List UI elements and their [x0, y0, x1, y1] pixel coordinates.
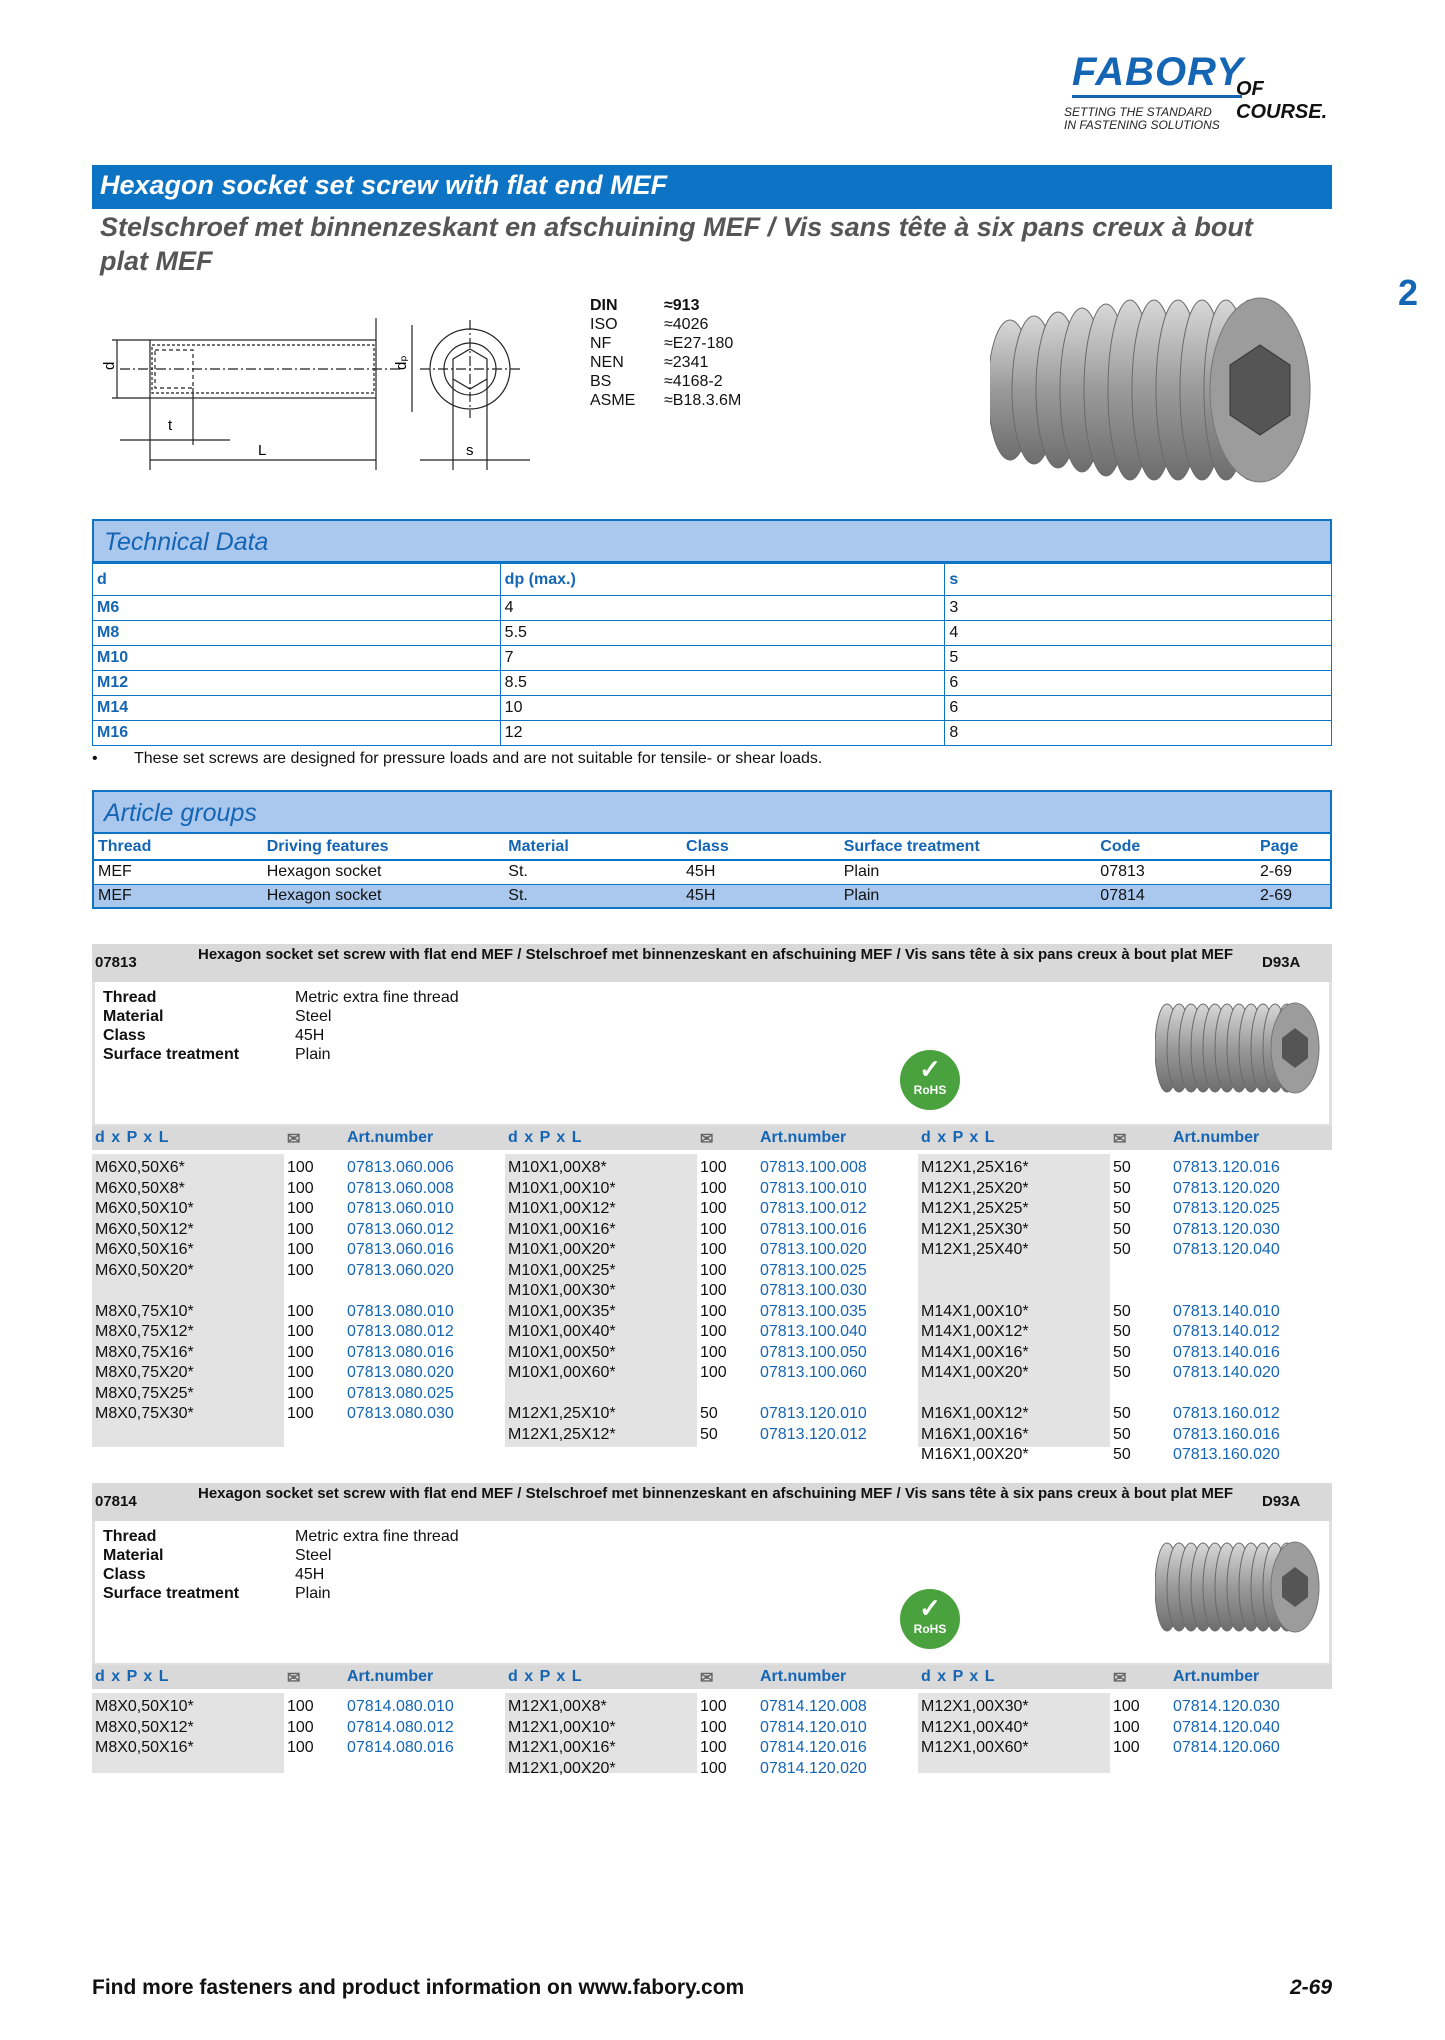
property-value: Steel	[295, 1008, 332, 1025]
rohs-label: RoHS	[913, 1083, 947, 1097]
article-number-link[interactable]: 07813.060.016	[347, 1241, 454, 1258]
quantity-cell: 100	[700, 1179, 727, 1197]
standard-value: ≈2341	[664, 354, 709, 371]
quantity-cell: 100	[287, 1220, 314, 1238]
property-name: Surface treatment	[103, 1585, 240, 1602]
quantity-cell: 100	[287, 1302, 314, 1320]
size-cell: M12X1,25X16*	[921, 1159, 1029, 1176]
size-cell: M10X1,00X16*	[508, 1220, 616, 1238]
article-number-header: Art.number	[1173, 1668, 1260, 1685]
article-cell: 07813	[1096, 860, 1256, 884]
size-cell: M10X1,00X8*	[508, 1159, 607, 1176]
size-cell: M8X0,50X16*	[95, 1739, 194, 1756]
article-number-link[interactable]: 07813.140.016	[1173, 1343, 1280, 1361]
size-cell: M12X1,25X40*	[921, 1241, 1029, 1258]
article-number-link[interactable]: 07813.080.016	[347, 1343, 454, 1361]
tech-cell: 3	[945, 596, 1332, 621]
size-cell: M10X1,00X50*	[508, 1343, 616, 1361]
tech-cell: 7	[500, 646, 945, 671]
article-groups-table	[92, 834, 1332, 909]
product-details	[92, 982, 1332, 1127]
size-cell: M8X0,75X12*	[95, 1323, 194, 1340]
quantity-cell: 100	[287, 1261, 314, 1279]
article-number-link[interactable]: 07814.120.060	[1173, 1739, 1280, 1756]
size-cell: M12X1,00X60*	[921, 1739, 1029, 1756]
set-screw-thumbnail	[1155, 998, 1325, 1108]
article-cell: MEF	[93, 860, 263, 884]
logo-suffix: OF COURSE.	[1236, 78, 1328, 123]
article-number-link[interactable]: 07813.080.020	[347, 1364, 454, 1381]
quantity-cell: 50	[1113, 1343, 1131, 1361]
quantity-cell: 100	[287, 1241, 314, 1258]
logo-tagline: SETTING THE STANDARD IN FASTENING SOLUTIONS	[1064, 105, 1220, 132]
quantity-cell: 100	[287, 1364, 314, 1381]
property-row	[103, 1026, 459, 1045]
article-number-link[interactable]: 07813.120.030	[1173, 1220, 1280, 1238]
property-value: 45H	[295, 1027, 325, 1044]
article-cell: 45H	[682, 884, 840, 908]
property-row	[103, 1546, 459, 1565]
article-number-link[interactable]: 07813.160.012	[1173, 1405, 1280, 1422]
property-name: Surface treatment	[103, 1046, 240, 1063]
size-column-header: d x P x L	[95, 1129, 170, 1146]
article-number-link[interactable]: 07813.080.025	[347, 1384, 454, 1402]
article-number-link[interactable]: 07814.120.020	[760, 1759, 867, 1777]
quantity-cell: 50	[1113, 1364, 1131, 1381]
quantity-cell: 100	[287, 1384, 314, 1402]
article-groups-heading: Article groups	[92, 790, 1332, 834]
article-number-link[interactable]: 07813.140.012	[1173, 1323, 1280, 1340]
product-properties	[103, 988, 459, 1064]
size-cell: M12X1,25X12*	[508, 1425, 616, 1443]
technical-data-table	[92, 563, 1332, 746]
product-code: 07813	[95, 954, 137, 971]
article-number-link[interactable]: 07813.100.050	[760, 1343, 867, 1361]
page-subtitle: Stelschroef met binnenzeskant en afschuining MEF / Vis sans tête à six pans creux à bout plat MEF	[100, 212, 1253, 276]
standard-value: ≈4026	[664, 316, 709, 333]
package-icon: ✉	[287, 1131, 301, 1148]
size-cell: M12X1,00X16*	[508, 1739, 616, 1756]
tech-cell: M10	[93, 646, 501, 671]
quantity-cell: 100	[700, 1364, 727, 1381]
tech-cell: 6	[945, 696, 1332, 721]
standard-row	[590, 296, 741, 315]
size-cell: M10X1,00X25*	[508, 1261, 616, 1279]
size-cell: M8X0,50X10*	[95, 1698, 194, 1715]
size-cell: M16X1,00X20*	[921, 1446, 1029, 1463]
article-number-link[interactable]: 07814.120.008	[760, 1698, 867, 1715]
size-cell: M10X1,00X30*	[508, 1282, 616, 1299]
tech-header: dp (max.)	[500, 564, 945, 596]
property-value: Steel	[295, 1547, 332, 1564]
article-header: Class	[682, 834, 840, 860]
rohs-check-icon: ✓	[919, 1593, 941, 1623]
article-header: Driving features	[263, 834, 505, 860]
standard-row	[590, 372, 741, 391]
drawing-label-L: L	[258, 442, 267, 459]
tech-cell: M14	[93, 696, 501, 721]
article-number-link[interactable]: 07814.080.010	[347, 1698, 454, 1715]
set-screw-photo	[990, 290, 1320, 490]
article-number-link[interactable]: 07813.120.020	[1173, 1179, 1280, 1197]
tech-cell: M6	[93, 596, 501, 621]
size-cell: M6X0,50X6*	[95, 1159, 185, 1176]
article-number-header: Art.number	[347, 1668, 434, 1685]
quantity-cell: 50	[1113, 1405, 1131, 1422]
standard-name: NF	[590, 335, 612, 352]
article-cell: Plain	[840, 860, 1097, 884]
technical-drawing	[100, 300, 540, 485]
quantity-cell: 50	[1113, 1446, 1131, 1463]
article-number-header: Art.number	[347, 1129, 434, 1146]
quantity-cell: 100	[287, 1718, 314, 1736]
size-cell: M16X1,00X16*	[921, 1425, 1029, 1443]
standard-name: ISO	[590, 316, 618, 333]
article-number-link[interactable]: 07813.120.016	[1173, 1159, 1280, 1176]
table-row	[93, 721, 1332, 746]
size-cell: M8X0,75X20*	[95, 1364, 194, 1381]
size-cell: M12X1,00X8*	[508, 1698, 607, 1715]
article-cell: St.	[504, 860, 682, 884]
standard-row	[590, 353, 741, 372]
size-cell: M12X1,25X20*	[921, 1179, 1029, 1197]
standard-row	[590, 391, 741, 410]
quantity-cell: 100	[1113, 1718, 1140, 1736]
article-cell: 45H	[682, 860, 840, 884]
table-row[interactable]	[93, 884, 1331, 908]
quantity-cell: 50	[1113, 1159, 1131, 1176]
drawing-label-dp: dₚ	[393, 355, 410, 370]
article-number-link[interactable]: 07813.100.016	[760, 1220, 867, 1238]
article-number-link[interactable]: 07814.120.016	[760, 1739, 867, 1756]
product-description: Hexagon socket set screw with flat end MEF / Stelschroef met binnenzeskant en afschuining MEF / Vis sans tête à six pans creux à bout plat MEF	[198, 946, 1233, 963]
quantity-cell: 100	[700, 1698, 727, 1715]
property-name: Thread	[103, 989, 157, 1006]
logo-brand: FABORY	[1072, 50, 1244, 94]
tech-header: s	[945, 564, 1332, 596]
quantity-cell: 50	[1113, 1323, 1131, 1340]
product-header	[92, 944, 1332, 982]
section-number: 2	[1398, 272, 1419, 313]
package-icon: ✉	[1113, 1670, 1127, 1687]
size-cell: M10X1,00X10*	[508, 1179, 616, 1197]
size-cell: M12X1,00X20*	[508, 1759, 616, 1777]
size-cell: M8X0,50X12*	[95, 1718, 194, 1736]
size-cell: M10X1,00X40*	[508, 1323, 616, 1340]
article-number-link[interactable]: 07813.080.010	[347, 1302, 454, 1320]
product-description: Hexagon socket set screw with flat end MEF / Stelschroef met binnenzeskant en afschuining MEF / Vis sans tête à six pans creux à bout plat MEF	[198, 1485, 1233, 1502]
size-column-header: d x P x L	[921, 1668, 996, 1685]
article-number-link[interactable]: 07813.160.016	[1173, 1425, 1280, 1443]
article-number-link[interactable]: 07813.100.012	[760, 1200, 867, 1217]
size-cell: M8X0,75X10*	[95, 1302, 194, 1320]
tech-cell: 4	[945, 621, 1332, 646]
article-number-link[interactable]: 07814.120.040	[1173, 1718, 1280, 1736]
technical-data-heading: Technical Data	[92, 519, 1332, 563]
article-number-link[interactable]: 07813.100.060	[760, 1364, 867, 1381]
standard-name: NEN	[590, 354, 624, 371]
quantity-cell: 100	[287, 1159, 314, 1176]
quantity-cell: 50	[700, 1405, 718, 1422]
table-row[interactable]	[93, 860, 1331, 884]
size-cell: M6X0,50X16*	[95, 1241, 194, 1258]
property-name: Class	[103, 1566, 146, 1583]
standard-name: BS	[590, 373, 612, 390]
drawing-label-d: d	[101, 361, 118, 370]
article-number-link[interactable]: 07813.080.030	[347, 1405, 454, 1422]
tech-cell: 6	[945, 671, 1332, 696]
quantity-cell: 50	[700, 1425, 718, 1443]
property-value: Plain	[295, 1585, 331, 1602]
article-number-link[interactable]: 07813.060.012	[347, 1220, 454, 1238]
drawing-label-t: t	[168, 417, 173, 434]
article-number-link[interactable]: 07814.120.010	[760, 1718, 867, 1736]
article-number-link[interactable]: 07813.060.010	[347, 1200, 454, 1217]
size-cell: M14X1,00X12*	[921, 1323, 1029, 1340]
product-header	[92, 1483, 1332, 1521]
article-cell: St.	[504, 884, 682, 908]
size-column-header: d x P x L	[921, 1129, 996, 1146]
size-cell: M10X1,00X60*	[508, 1364, 616, 1381]
rohs-check-icon: ✓	[919, 1054, 941, 1084]
article-number-link[interactable]: 07813.060.020	[347, 1261, 454, 1279]
table-row	[93, 671, 1332, 696]
article-number-link[interactable]: 07813.100.035	[760, 1302, 867, 1320]
property-value: Metric extra fine thread	[295, 989, 459, 1006]
standard-value: ≈913	[664, 297, 700, 314]
quantity-cell: 50	[1113, 1179, 1131, 1197]
quantity-cell: 100	[700, 1282, 727, 1299]
product-details	[92, 1521, 1332, 1666]
quantity-cell: 100	[700, 1302, 727, 1320]
tech-cell: 8	[945, 721, 1332, 746]
table-row	[93, 596, 1332, 621]
article-grid-header	[92, 1126, 1332, 1150]
tech-cell: 10	[500, 696, 945, 721]
standard-row	[590, 334, 741, 353]
standards-list	[590, 296, 741, 410]
quantity-cell: 100	[700, 1739, 727, 1756]
page-title: Hexagon socket set screw with flat end MEF	[92, 165, 1332, 209]
rohs-label: RoHS	[913, 1622, 947, 1636]
size-column-header: d x P x L	[508, 1668, 583, 1685]
technical-note: • These set screws are designed for pressure loads and are not suitable for tensile- or shear loads.	[92, 750, 823, 767]
article-number-link[interactable]: 07813.060.008	[347, 1179, 454, 1197]
set-screw-thumbnail	[1155, 1537, 1325, 1647]
article-cell: MEF	[93, 884, 263, 908]
article-cell: 2-69	[1256, 860, 1331, 884]
quantity-cell: 100	[700, 1261, 727, 1279]
size-cell: M6X0,50X20*	[95, 1261, 194, 1279]
fabory-logo	[1064, 50, 1344, 140]
standard-value: ≈E27-180	[664, 335, 734, 352]
article-header: Material	[504, 834, 682, 860]
standard-row	[590, 315, 741, 334]
quantity-cell: 100	[1113, 1739, 1140, 1756]
size-cell: M6X0,50X12*	[95, 1220, 194, 1238]
article-number-link[interactable]: 07813.120.025	[1173, 1200, 1280, 1217]
size-column-header: d x P x L	[95, 1668, 170, 1685]
article-cell: 2-69	[1256, 884, 1331, 908]
quantity-cell: 50	[1113, 1200, 1131, 1217]
property-row	[103, 988, 459, 1007]
article-number-link[interactable]: 07813.100.010	[760, 1179, 867, 1197]
property-name: Class	[103, 1027, 146, 1044]
property-name: Material	[103, 1008, 164, 1025]
quantity-cell: 100	[700, 1241, 727, 1258]
tech-cell: 8.5	[500, 671, 945, 696]
tech-cell: 4	[500, 596, 945, 621]
article-number-link[interactable]: 07813.140.010	[1173, 1302, 1280, 1320]
quantity-cell: 100	[287, 1200, 314, 1217]
table-row	[93, 621, 1332, 646]
standard-name: DIN	[590, 297, 618, 314]
quantity-cell: 100	[700, 1718, 727, 1736]
quantity-cell: 100	[287, 1698, 314, 1715]
article-number-link[interactable]: 07813.060.006	[347, 1159, 454, 1176]
article-cell: 07814	[1096, 884, 1256, 908]
size-cell: M12X1,25X25*	[921, 1200, 1029, 1217]
size-cell: M8X0,75X30*	[95, 1405, 194, 1422]
quantity-cell: 100	[700, 1159, 727, 1176]
tech-cell: 5	[945, 646, 1332, 671]
quantity-cell: 50	[1113, 1241, 1131, 1258]
article-number-link[interactable]: 07813.160.020	[1173, 1446, 1280, 1463]
article-number-link[interactable]: 07813.120.012	[760, 1425, 867, 1443]
property-value: 45H	[295, 1566, 325, 1583]
article-number-link[interactable]: 07813.100.020	[760, 1241, 867, 1258]
size-cell: M12X1,00X30*	[921, 1698, 1029, 1715]
quantity-cell: 100	[287, 1343, 314, 1361]
product-code: 07814	[95, 1493, 137, 1510]
article-header: Thread	[93, 834, 263, 860]
quantity-cell: 50	[1113, 1425, 1131, 1443]
property-row	[103, 1045, 459, 1064]
quantity-cell: 100	[700, 1220, 727, 1238]
quantity-cell: 50	[1113, 1220, 1131, 1238]
page-number: 2-69	[1290, 1976, 1333, 1999]
size-column-header: d x P x L	[508, 1129, 583, 1146]
size-cell: M8X0,75X25*	[95, 1384, 194, 1402]
size-cell: M12X1,00X40*	[921, 1718, 1029, 1736]
size-cell: M12X1,25X30*	[921, 1220, 1029, 1238]
article-number-link[interactable]: 07814.120.030	[1173, 1698, 1280, 1715]
rohs-badge	[900, 1050, 960, 1110]
property-row	[103, 1007, 459, 1026]
drawing-label-s: s	[466, 442, 474, 459]
standard-name: ASME	[590, 392, 636, 409]
footer-text: Find more fasteners and product information on www.fabory.com	[92, 1976, 745, 1999]
size-cell: M10X1,00X20*	[508, 1241, 616, 1258]
size-cell: M10X1,00X35*	[508, 1302, 616, 1320]
article-cell: Hexagon socket	[263, 884, 505, 908]
tech-cell: M8	[93, 621, 501, 646]
quantity-cell: 100	[700, 1323, 727, 1340]
standard-value: ≈4168-2	[664, 373, 723, 390]
article-number-link[interactable]: 07813.080.012	[347, 1323, 454, 1340]
size-cell: M8X0,75X16*	[95, 1343, 194, 1361]
size-cell: M6X0,50X10*	[95, 1200, 194, 1217]
article-number-link[interactable]: 07813.100.025	[760, 1261, 867, 1279]
logo-underline	[1072, 95, 1242, 98]
tech-cell: 12	[500, 721, 945, 746]
tech-header: d	[93, 564, 501, 596]
standard-value: ≈B18.3.6M	[664, 392, 742, 409]
property-name: Thread	[103, 1528, 157, 1545]
size-cell: M12X1,00X10*	[508, 1718, 616, 1736]
article-number-link[interactable]: 07813.120.040	[1173, 1241, 1280, 1258]
product-reference: D93A	[1262, 1493, 1301, 1510]
quantity-cell: 100	[287, 1405, 314, 1422]
quantity-cell: 100	[700, 1759, 727, 1777]
article-header: Surface treatment	[840, 834, 1097, 860]
size-cell: M14X1,00X20*	[921, 1364, 1029, 1381]
article-grid-header	[92, 1665, 1332, 1689]
article-number-link[interactable]: 07813.120.010	[760, 1405, 867, 1422]
size-cell: M14X1,00X10*	[921, 1302, 1029, 1320]
article-number-header: Art.number	[760, 1668, 847, 1685]
article-number-link[interactable]: 07813.100.008	[760, 1159, 867, 1176]
size-cell: M6X0,50X8*	[95, 1179, 185, 1197]
product-properties	[103, 1527, 459, 1603]
package-icon: ✉	[1113, 1131, 1127, 1148]
quantity-cell: 100	[287, 1739, 314, 1756]
article-header: Page	[1256, 834, 1331, 860]
size-cell: M10X1,00X12*	[508, 1200, 616, 1217]
article-cell: Plain	[840, 884, 1097, 908]
quantity-cell: 100	[700, 1200, 727, 1217]
rohs-badge	[900, 1589, 960, 1649]
table-row	[93, 646, 1332, 671]
size-cell: M16X1,00X12*	[921, 1405, 1029, 1422]
quantity-cell: 100	[287, 1323, 314, 1340]
quantity-cell: 100	[700, 1343, 727, 1361]
tech-cell: M16	[93, 721, 501, 746]
quantity-cell: 50	[1113, 1302, 1131, 1320]
property-row	[103, 1584, 459, 1603]
article-number-header: Art.number	[760, 1129, 847, 1146]
package-icon: ✉	[700, 1670, 714, 1687]
property-value: Metric extra fine thread	[295, 1528, 459, 1545]
article-cell: Hexagon socket	[263, 860, 505, 884]
product-reference: D93A	[1262, 954, 1301, 971]
size-cell: M12X1,25X10*	[508, 1405, 616, 1422]
size-cell: M14X1,00X16*	[921, 1343, 1029, 1361]
property-row	[103, 1565, 459, 1584]
article-number-header: Art.number	[1173, 1129, 1260, 1146]
article-number-link[interactable]: 07813.100.030	[760, 1282, 867, 1299]
package-icon: ✉	[700, 1131, 714, 1148]
property-value: Plain	[295, 1046, 331, 1063]
article-header: Code	[1096, 834, 1256, 860]
property-row	[103, 1527, 459, 1546]
quantity-cell: 100	[287, 1179, 314, 1197]
package-icon: ✉	[287, 1670, 301, 1687]
property-name: Material	[103, 1547, 164, 1564]
tech-cell: M12	[93, 671, 501, 696]
article-number-link[interactable]: 07814.080.016	[347, 1739, 454, 1756]
tech-cell: 5.5	[500, 621, 945, 646]
article-number-link[interactable]: 07814.080.012	[347, 1718, 454, 1736]
article-number-link[interactable]: 07813.100.040	[760, 1323, 867, 1340]
article-number-link[interactable]: 07813.140.020	[1173, 1364, 1280, 1381]
table-row	[93, 696, 1332, 721]
quantity-cell: 100	[1113, 1698, 1140, 1715]
